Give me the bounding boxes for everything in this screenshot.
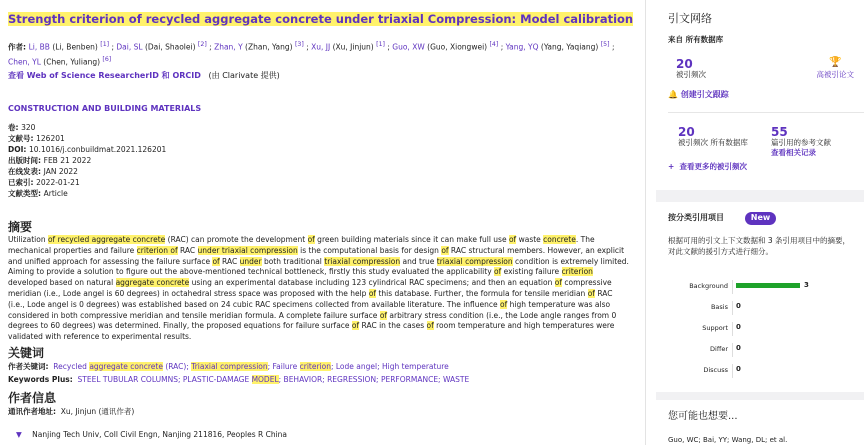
you-may-like-title: 您可能也想要...	[668, 411, 738, 422]
keywords-plus-label: Keywords Plus:	[8, 375, 73, 384]
keywords-plus-links[interactable]: STEEL TUBULAR COLUMNS; PLASTIC-DAMAGE MODEL; BEHAVIOR; REGRESSION; PERFORMANCE; WASTE	[77, 375, 470, 384]
related-records-link[interactable]: 查看相关记录	[771, 148, 816, 158]
trophy-icon: 🏆	[829, 57, 842, 68]
meta-block	[8, 122, 166, 199]
meta-key: 文献类型:	[8, 189, 44, 198]
author-fullname: (Chen, Yuliang)	[40, 57, 103, 66]
all-db-cited-label: 被引频次 所有数据库	[678, 138, 748, 147]
corresponding-value: Xu, Jinjun (通讯作者)	[60, 407, 135, 416]
suggested-item[interactable]: Guo, WC; Bai, YY; Wang, DL; et al.	[668, 436, 788, 444]
affiliation-ref[interactable]: [3]	[294, 41, 304, 48]
classify-description: 根据可用的引文上下文数据和 3 条引用项目中的摘要，对此文献的援引方式进行细分。	[668, 235, 851, 256]
classification-count: 0	[736, 302, 741, 310]
classify-header	[668, 212, 852, 225]
meta-row	[8, 133, 166, 144]
author-fullname: (Yang, Yaqiang)	[538, 42, 601, 52]
classification-count: 3	[804, 281, 809, 289]
meta-row	[8, 188, 166, 199]
classification-label: Support	[702, 324, 728, 332]
classification-label: Discuss	[703, 366, 728, 374]
author-fullname: (Guo, Xiongwei)	[424, 42, 490, 52]
wos-orcid-link[interactable]: 查看 Web of Science ResearcherID 和 ORCID	[8, 71, 201, 80]
references-stat[interactable]	[771, 126, 831, 158]
meta-row	[8, 122, 166, 133]
classification-row[interactable]	[656, 280, 864, 294]
meta-value: FEB 21 2022	[43, 156, 92, 165]
clarivate-note: (由 Clarivate 提供)	[208, 71, 280, 80]
axis-rule	[732, 280, 733, 294]
all-db-cited-number[interactable]: 20	[678, 125, 695, 139]
times-cited-number[interactable]: 20	[676, 57, 693, 71]
author-link[interactable]: Zhan, Y	[214, 42, 243, 52]
classification-bar	[736, 283, 800, 288]
keywords-heading: 关键词	[8, 346, 45, 360]
citation-network-panel	[656, 0, 864, 190]
author-keywords-label: 作者关键词:	[8, 362, 49, 371]
author-fullname: (Li, Benben)	[49, 42, 101, 52]
meta-value: JAN 2022	[43, 167, 78, 176]
classification-row[interactable]	[656, 322, 864, 336]
journal-title-link[interactable]: CONSTRUCTION AND BUILDING MATERIALS	[8, 104, 202, 113]
author-fullname: (Zhan, Yang)	[242, 42, 295, 52]
column-divider	[645, 0, 646, 445]
author-keywords	[8, 361, 449, 372]
classification-row[interactable]	[656, 364, 864, 378]
affiliation-ref[interactable]: [6]	[102, 55, 112, 63]
organization-text: Nanjing Tech Univ, Coll Civil Engn, Nanjing 211816, Peoples R China	[32, 430, 288, 439]
axis-rule	[732, 343, 733, 357]
meta-row	[8, 155, 166, 166]
classification-label: Differ	[710, 345, 728, 353]
wos-researcher-row	[8, 71, 280, 82]
all-db-cited-stat[interactable]	[678, 126, 748, 148]
highly-cited-badge[interactable]	[817, 56, 855, 80]
affiliation-ref[interactable]: [1]	[376, 41, 385, 48]
panel-divider	[668, 112, 864, 113]
classification-count: 0	[736, 344, 741, 352]
affiliation-ref[interactable]: [5]	[600, 41, 610, 48]
classification-row[interactable]	[656, 301, 864, 315]
author-link[interactable]: Yang, YQ	[505, 42, 539, 52]
references-number[interactable]: 55	[771, 125, 788, 139]
organization-row[interactable]	[16, 430, 287, 440]
affiliation-ref[interactable]: [2]	[197, 41, 207, 48]
classification-label: Basis	[710, 303, 728, 311]
classify-title: 按分类引用项目	[668, 213, 724, 222]
author-link[interactable]: Guo, XW	[392, 42, 425, 52]
meta-value: 2022-01-21	[36, 178, 80, 187]
meta-value: 126201	[36, 134, 65, 143]
meta-row	[8, 177, 166, 188]
axis-rule	[732, 364, 733, 378]
meta-key: 出版时间:	[8, 156, 44, 165]
more-cited-link[interactable]	[668, 162, 747, 172]
create-alert-label: 创建引文跟踪	[680, 90, 729, 99]
expand-triangle-icon[interactable]: ▼	[16, 430, 22, 439]
meta-value: 10.1016/j.conbuildmat.2021.126201	[29, 145, 167, 154]
author-fullname: (Dai, Shaolei)	[142, 42, 198, 52]
create-citation-alert-link[interactable]	[668, 90, 729, 101]
corresponding-label: 通讯作者地址:	[8, 407, 56, 416]
author-link[interactable]: Xu, JJ	[311, 42, 331, 52]
times-cited-stat[interactable]	[676, 58, 706, 80]
affiliation-ref[interactable]: [1]	[100, 41, 110, 48]
classification-label: Background	[689, 282, 728, 290]
meta-key: DOI:	[8, 145, 30, 154]
axis-rule	[732, 322, 733, 336]
author-info-heading: 作者信息	[8, 391, 57, 405]
meta-key: 卷:	[8, 123, 22, 132]
citation-network-title: 引文网络	[668, 12, 712, 25]
classification-count: 0	[736, 323, 741, 331]
axis-rule	[732, 301, 733, 315]
abstract-heading: 摘要	[8, 220, 33, 234]
meta-key: 文献号:	[8, 134, 37, 143]
author-link[interactable]: Dai, SL	[116, 42, 143, 52]
bell-icon: 🔔	[668, 90, 678, 99]
author-keywords-links[interactable]: Recycled aggregate concrete (RAC); Triaxial compression; Failure criterion; Lode angel; High temperature	[53, 362, 449, 371]
abstract-text: Utilization of recycled aggregate concrete (RAC) can promote the development of green building materials since it can make full use of waste concrete. The mechanical properties and failure criterion of RAC under triaxial compression is the computational basis for design of RAC structural members. However, an explicit and unified approach for assessing the failure surface of RAC under both traditional triaxial compression and true triaxial compression condition is extremely limited. Aiming to provide a solution to figure out the above-mentioned technical bottleneck, firstly this study evaluated the applicability of existing failure criterion developed based on natural aggregate concrete using an experimental database including 123 cylindrical RAC specimens; and then an equation of compressive meridian (i.e., Lode angel is 60 degrees) in octahedral stress space was proposed with the help of this database. Further, the formula for tensile meridian of RAC (i.e., Lode angel is 0 degrees) was established based on 24 cubic RAC specimens collected from available literature. The influence of high temperature was also considered in both compressive meridian and tensile meridian formula. A complete failure surface of arbitrary stress condition (i.e., the Lode angle ranges from 0 degrees to 60 degrees) was determined. Finally, the proposed equations for failure surface of RAC in the cases of room temperature and high temperatures were validated with reference to experimental results.	[8, 235, 629, 342]
citation-classification-panel	[656, 202, 864, 392]
times-cited-label: 被引频次	[676, 70, 706, 79]
database-subtitle: 来自 所有数据库	[668, 34, 724, 44]
more-cited-label: 查看更多的被引频次	[679, 162, 748, 171]
meta-key: 在线发表:	[8, 167, 44, 176]
meta-value: Article	[43, 189, 68, 198]
meta-row	[8, 166, 166, 177]
you-may-like-panel	[656, 400, 864, 445]
meta-value: 320	[21, 123, 36, 132]
keywords-plus	[8, 374, 469, 385]
sidebar	[656, 0, 864, 445]
meta-key: 已索引:	[8, 178, 37, 187]
classification-count: 0	[736, 365, 741, 373]
authors-label: 作者:	[8, 42, 29, 52]
author-link[interactable]: Li, BB	[28, 42, 50, 52]
references-label: 篇引用的参考文献	[771, 138, 831, 147]
highly-cited-label: 高被引论文	[816, 69, 854, 79]
authors-line: 作者: Li, BB (Li, Benben) [1] ; Dai, SL (Dai, Shaolei) [2] ; Zhan, Y (Zhan, Yang) [3] ; Xu, JJ (Xu, Jinjun) [1] ; Guo, XW (Guo, Xiongwei) [4] ; Yang, YQ (Yang, Yaqiang) [5] ; Chen, YL (Chen, Yuliang) [6]	[8, 41, 615, 66]
author-fullname: (Xu, Jinjun)	[330, 42, 377, 52]
corresponding-address	[8, 407, 134, 417]
new-badge: New	[745, 212, 777, 225]
meta-row	[8, 144, 166, 155]
article-title: Strength criterion of recycled aggregate concrete under triaxial Compression: Model calibration	[8, 12, 634, 26]
author-link[interactable]: Chen, YL	[8, 57, 41, 66]
classification-row[interactable]	[656, 343, 864, 357]
affiliation-ref[interactable]: [4]	[489, 41, 499, 48]
plus-icon: +	[668, 162, 675, 171]
